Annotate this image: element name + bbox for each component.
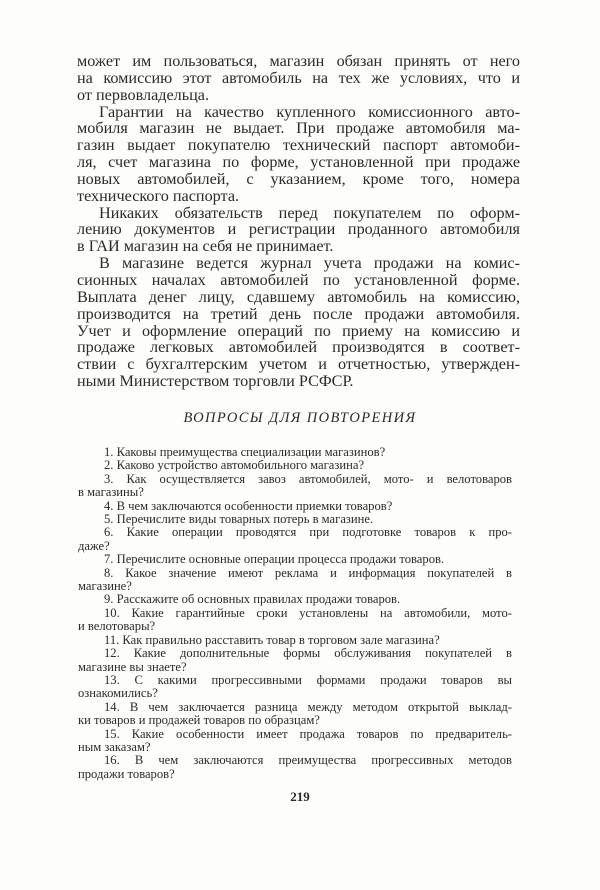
text-line: 16. В чем заключаются преимущества прогрессивных методов	[104, 753, 512, 768]
body-text	[77, 53, 520, 390]
question-item	[78, 647, 512, 674]
text-line: в магазины?	[78, 485, 144, 500]
question-item	[78, 634, 512, 647]
text-line: ля, счет магазина по форме, установленной при продаже	[77, 153, 520, 172]
text-line: сионных началах автомобилей по установленной форме.	[77, 270, 520, 289]
text-line: ствии с бухгалтерским учетом и отчетностью, утвержден-	[77, 355, 520, 374]
text-line: новых автомобилей, с указанием, кроме того, номера	[77, 169, 520, 188]
text-line: лению документов и регистрации проданного автомобиля	[77, 220, 520, 239]
text-line: 6. Какие операции проводятся при подготовке товаров к про-	[104, 525, 512, 540]
text-line: 11. Как правильно расставить товар в торговом зале магазина?	[104, 632, 440, 647]
text-line: ки товаров и продажей товаров по образцам?	[78, 713, 320, 728]
paragraph	[77, 104, 520, 205]
question-item	[78, 701, 512, 728]
page-number: 219	[290, 789, 310, 804]
text-line: Выплата денег лицу, сдавшему автомобиль на комиссию,	[77, 287, 520, 306]
question-item	[78, 526, 512, 553]
question-item	[78, 567, 512, 594]
question-item	[78, 473, 512, 500]
text-line: Учет и оформление операций по приему на комиссию и	[77, 321, 520, 340]
text-line: на комиссию этот автомобиль на тех же условиях, что и	[77, 68, 520, 87]
text-line: 9. Расскажите об основных правилах продажи товаров.	[104, 592, 401, 607]
text-line: 10. Какие гарантийные сроки установлены на автомобили, мото-	[104, 605, 512, 620]
text-line: Гарантии на качество купленного комиссионного авто-	[99, 102, 520, 121]
text-line: Никаких обязательств перед покупателем по оформ-	[99, 203, 520, 222]
question-item	[78, 593, 512, 606]
text-line: продаже легковых автомобилей производятся в соответ-	[77, 338, 520, 357]
text-line: 4. В чем заключаются особенности приемки товаров?	[104, 498, 393, 513]
text-line: 5. Перечислите виды товарных потерь в магазине.	[104, 512, 374, 527]
question-item	[78, 754, 512, 781]
question-item	[78, 446, 512, 459]
text-line: 3. Как осуществляется завоз автомобилей, мото- и велотоваров	[104, 471, 512, 486]
question-item	[78, 500, 512, 513]
text-line: 15. Какие особенности имеет продажа товаров по предваритель-	[104, 726, 512, 741]
text-line: 13. С какими прогрессивными формами продажи товаров вы	[104, 672, 512, 687]
text-line: технического паспорта.	[77, 186, 240, 205]
text-line: 2. Каково устройство автомобильного магазина?	[104, 458, 365, 473]
question-item	[78, 674, 512, 701]
paragraph	[77, 255, 520, 390]
question-item	[78, 459, 512, 472]
text-line: ными Министерством торговли РСФСР.	[77, 372, 354, 391]
section-heading: ВОПРОСЫ ДЛЯ ПОВТОРЕНИЯ	[183, 410, 417, 426]
review-questions-list	[78, 446, 512, 781]
text-line: даже?	[78, 538, 110, 553]
text-line: 12. Какие дополнительные формы обслуживания покупателей в	[104, 646, 512, 661]
text-line: от первовладельца.	[77, 85, 210, 104]
text-line: ным заказам?	[78, 739, 151, 754]
text-line: 8. Какое значение имеют реклама и информация покупателей в	[104, 565, 512, 580]
question-item	[78, 607, 512, 634]
question-item	[78, 553, 512, 566]
text-line: 14. В чем заключается разница между методом открытой выклад-	[104, 699, 512, 714]
paragraph	[77, 53, 520, 104]
question-item	[78, 513, 512, 526]
text-line: 7. Перечислите основные операции процесса продажи товаров.	[104, 552, 445, 567]
text-line: и велотовары?	[78, 619, 156, 634]
text-line: В магазине ведется журнал учета продажи на комис-	[99, 254, 520, 273]
text-line: ознакомились?	[78, 686, 158, 701]
text-line: газин выдает покупателю технический паспорт автомоби-	[77, 136, 520, 155]
text-line: продажи товаров?	[78, 766, 175, 781]
text-line: мобиля магазин не выдает. При продаже автомобиля ма-	[77, 119, 520, 138]
text-line: магазине вы знаете?	[78, 659, 187, 674]
text-line: может им пользоваться, магазин обязан принять от него	[77, 52, 520, 70]
text-line: в ГАИ магазин на себя не принимает.	[77, 237, 334, 256]
paragraph	[77, 205, 520, 256]
question-item	[78, 728, 512, 755]
text-line: производится на третий день после продажи автомобиля.	[77, 304, 520, 323]
text-line: магазине?	[78, 579, 132, 594]
text-line: 1. Каковы преимущества специализации магазинов?	[104, 445, 386, 459]
